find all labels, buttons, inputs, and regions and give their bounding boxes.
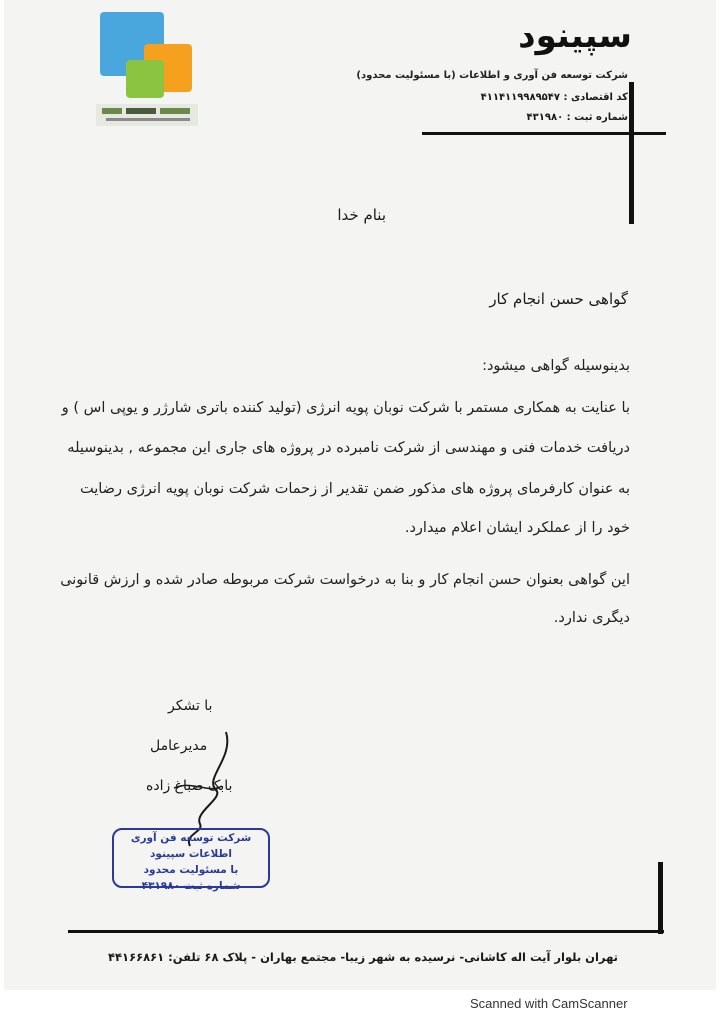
logo-wordmark-strip [96, 104, 198, 126]
signer-name: بابک صباغ زاده [146, 778, 233, 794]
closing-text: با تشکر [168, 698, 213, 714]
letter-paragraph-line: بدینوسیله گواهی میشود: [482, 358, 630, 374]
company-stamp [112, 828, 270, 892]
brand-name: سپینود [518, 16, 632, 56]
scanner-watermark: Scanned with CamScanner [470, 996, 628, 1011]
signer-role: مدیرعامل [150, 738, 208, 754]
letter-paragraph-line: با عنایت به همکاری مستمر با شرکت نوبان پویه انرژی (تولید کننده باتری شارژر و یوپی اس ) و [61, 400, 630, 416]
company-logo [96, 10, 196, 130]
stamp-line: شرکت توسعه فن آوری اطلاعات سپینود [130, 832, 252, 860]
footer-address: تهران بلوار آیت اله کاشانی- نرسیده به شهر زیبا- مجتمع بهاران - پلاک ۶۸ تلفن: ۴۴۱۶۶۸۶۱ [108, 950, 618, 964]
letter-paragraph-line: دیگری ندارد. [553, 610, 630, 626]
letter-paragraph-line: خود را از عملکرد ایشان اعلام میدارد. [404, 520, 630, 536]
letter-paragraph-line: دریافت خدمات فنی و مهندسی از شرکت نامبرده در پروژه های جاری این مجموعه , بدینوسیله [67, 440, 630, 456]
logo-green-square [126, 60, 164, 98]
bismillah-heading: بنام خدا [337, 206, 386, 224]
economic-code: کد اقتصادی : ۴۱۱۴۱۱۹۹۸۹۵۴۷ [480, 92, 628, 103]
letter-paragraph-line: به عنوان کارفرمای پروژه های مذکور ضمن تقدیر از زحمات شرکت نوبان پویه انرژی رضایت [79, 481, 630, 497]
stamp-line: شماره ثبت ۴۳۱۹۸۰ [141, 880, 241, 892]
footer-vertical-bar [658, 862, 663, 934]
letter-paragraph-line: این گواهی بعنوان حسن انجام کار و بنا به درخواست شرکت مربوطه صادر شده و ارزش قانونی [60, 572, 630, 588]
stamp-line: با مسئولیت محدود [143, 864, 239, 876]
registration-number: شماره ثبت : ۴۳۱۹۸۰ [526, 112, 628, 123]
letter-page [4, 0, 716, 990]
letter-title: گواهی حسن انجام کار [489, 290, 628, 308]
footer-divider [68, 930, 664, 933]
header-vertical-bar [629, 82, 634, 224]
company-full-name: شرکت توسعه فن آوری و اطلاعات (با مسئولیت محدود) [356, 70, 628, 81]
